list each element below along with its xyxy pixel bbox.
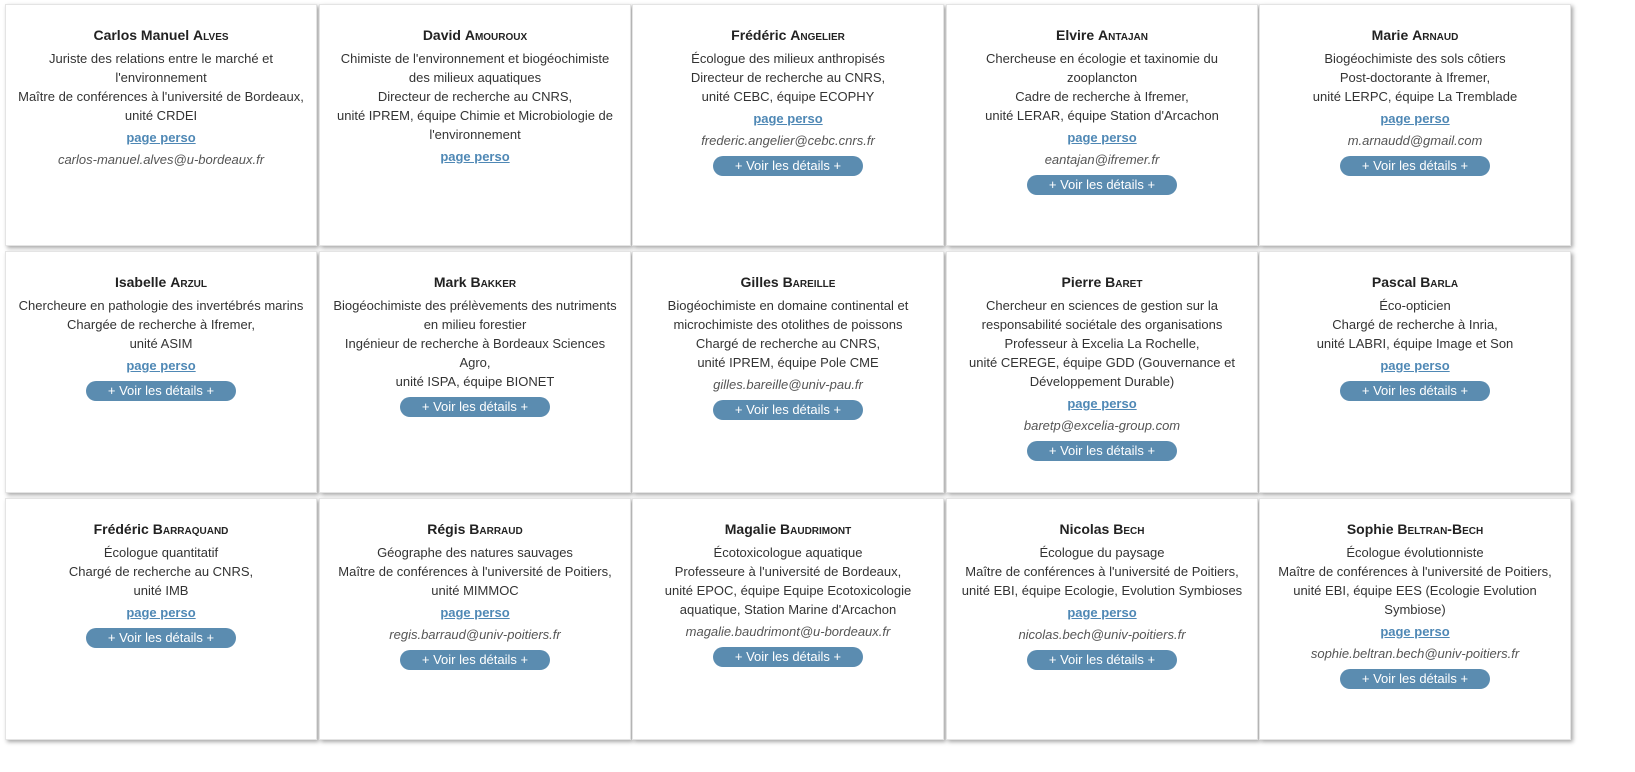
- description-line: unité CEBC, équipe ECOPHY: [701, 89, 875, 104]
- details-button[interactable]: + Voir les détails +: [713, 647, 863, 667]
- details-button[interactable]: + Voir les détails +: [1027, 441, 1177, 461]
- last-name: Arnaud: [1412, 27, 1459, 43]
- last-name: Bech: [1113, 521, 1145, 537]
- researcher-name: [947, 274, 1257, 291]
- email-address: m.arnaudd@gmail.com: [1347, 133, 1483, 148]
- page-perso-link[interactable]: page perso: [440, 149, 510, 164]
- last-name: Arzul: [170, 274, 208, 290]
- last-name: Beltran-Bech: [1397, 521, 1484, 537]
- researcher-description: [947, 296, 1257, 391]
- description-line: Chargée de recherche à Ifremer,: [67, 317, 255, 332]
- description-line: unité EBI, équipe EES (Ecologie Evolution: [1293, 583, 1537, 598]
- researcher-name: [947, 521, 1257, 538]
- first-name: Isabelle: [114, 274, 167, 290]
- researcher-card: [946, 498, 1258, 740]
- researcher-card: [632, 251, 944, 493]
- first-name: Mark: [433, 274, 467, 290]
- last-name: Angelier: [790, 27, 845, 43]
- researcher-name: [320, 27, 630, 44]
- last-name: Barla: [1420, 274, 1459, 290]
- email-address: gilles.bareille@univ-pau.fr: [713, 377, 863, 392]
- description-line: Symbiose): [1384, 602, 1446, 617]
- details-button[interactable]: + Voir les détails +: [713, 156, 863, 176]
- last-name: Alves: [193, 27, 229, 43]
- email-address: regis.barraud@univ-poitiers.fr: [389, 627, 561, 642]
- description-line: Biogéochimiste des sols côtiers: [1324, 51, 1506, 66]
- researcher-description: [6, 49, 316, 125]
- description-line: Biogéochimiste en domaine continental et: [667, 298, 909, 313]
- description-line: Chercheuse en écologie et taxinomie du: [986, 51, 1218, 66]
- researcher-card: [5, 251, 317, 493]
- details-button[interactable]: + Voir les détails +: [86, 628, 236, 648]
- description-line: Post-doctorante à Ifremer,: [1339, 70, 1491, 85]
- email-address: baretp@excelia-group.com: [1023, 418, 1181, 433]
- researcher-description: [1260, 296, 1570, 353]
- description-line: Maître de conférences à l'université de Poitiers,: [965, 564, 1239, 579]
- description-line: unité EBI, équipe Ecologie, Evolution Symbioses: [961, 583, 1243, 598]
- researcher-description: [633, 543, 943, 619]
- last-name: Barraquand: [152, 521, 229, 537]
- page-perso-link[interactable]: page perso: [126, 605, 196, 620]
- researcher-description: [320, 543, 630, 600]
- description-line: Écologue quantitatif: [103, 545, 219, 560]
- researcher-description: [947, 49, 1257, 125]
- first-name: Gilles: [740, 274, 779, 290]
- description-line: Écologue du paysage: [1039, 545, 1165, 560]
- researcher-description: [1260, 49, 1570, 106]
- researcher-description: [947, 543, 1257, 600]
- description-line: unité ISPA, équipe BIONET: [395, 374, 555, 389]
- researcher-card: [1259, 498, 1571, 740]
- details-button[interactable]: + Voir les détails +: [400, 650, 550, 670]
- description-line: Chimiste de l'environnement et biogéochimiste: [340, 51, 610, 66]
- description-line: l'environnement: [115, 70, 207, 85]
- description-line: unité IPREM, équipe Pole CME: [697, 355, 879, 370]
- description-line: unité LERAR, équipe Station d'Arcachon: [985, 108, 1219, 123]
- last-name: Barraud: [469, 521, 523, 537]
- researcher-name: [6, 274, 316, 291]
- description-line: zooplancton: [1066, 70, 1138, 85]
- email-address: frederic.angelier@cebc.cnrs.fr: [701, 133, 875, 148]
- email-address: eantajan@ifremer.fr: [1044, 152, 1160, 167]
- description-line: des milieux aquatiques: [408, 70, 542, 85]
- last-name: Bareille: [782, 274, 836, 290]
- page-perso-link[interactable]: page perso: [1067, 396, 1137, 411]
- last-name: Baudrimont: [780, 521, 852, 537]
- description-line: Directeur de recherche au CNRS,: [377, 89, 573, 104]
- first-name: Frédéric: [93, 521, 149, 537]
- researcher-name: [633, 27, 943, 44]
- details-button[interactable]: + Voir les détails +: [1027, 650, 1177, 670]
- description-line: Directeur de recherche au CNRS,: [690, 70, 886, 85]
- description-line: Écotoxicologue aquatique: [713, 545, 863, 560]
- researcher-card: [5, 4, 317, 246]
- description-line: unité LABRI, équipe Image et Son: [1316, 336, 1514, 351]
- details-button[interactable]: + Voir les détails +: [1340, 381, 1490, 401]
- page-perso-link[interactable]: page perso: [1067, 130, 1137, 145]
- description-line: Professeure à l'université de Bordeaux,: [674, 564, 902, 579]
- page-perso-link[interactable]: page perso: [753, 111, 823, 126]
- description-line: en milieu forestier: [423, 317, 527, 332]
- details-button[interactable]: + Voir les détails +: [713, 400, 863, 420]
- description-line: Chercheure en pathologie des invertébrés marins: [18, 298, 304, 313]
- researcher-description: [320, 296, 630, 391]
- first-name: Carlos Manuel: [93, 27, 190, 43]
- description-line: Chercheur en sciences de gestion sur la: [986, 298, 1218, 313]
- researcher-description: [633, 49, 943, 106]
- details-button[interactable]: + Voir les détails +: [1340, 156, 1490, 176]
- description-line: Maître de conférences à l'université de Bordeaux,: [18, 89, 304, 104]
- description-line: Juriste des relations entre le marché et: [49, 51, 273, 66]
- details-button[interactable]: + Voir les détails +: [86, 381, 236, 401]
- researcher-card: [319, 498, 631, 740]
- researcher-name: [1260, 274, 1570, 291]
- researcher-name: [320, 274, 630, 291]
- first-name: Sophie: [1346, 521, 1394, 537]
- description-line: l'environnement: [429, 127, 521, 142]
- page-perso-link[interactable]: page perso: [126, 358, 196, 373]
- description-line: Écologue des milieux anthropisés: [691, 51, 885, 66]
- researcher-card: [946, 251, 1258, 493]
- page-perso-link[interactable]: page perso: [1380, 111, 1450, 126]
- first-name: Nicolas: [1059, 521, 1110, 537]
- description-line: unité EPOC, équipe Equipe Ecotoxicologie: [664, 583, 912, 598]
- researcher-card: [1259, 4, 1571, 246]
- description-line: Biogéochimiste des prélèvements des nutriments: [333, 298, 617, 313]
- page-perso-link[interactable]: page perso: [1380, 624, 1450, 639]
- last-name: Bakker: [470, 274, 517, 290]
- first-name: Frédéric: [731, 27, 787, 43]
- details-button[interactable]: + Voir les détails +: [400, 397, 550, 417]
- details-button[interactable]: + Voir les détails +: [1027, 175, 1177, 195]
- description-line: unité IPREM, équipe Chimie et Microbiologie de: [336, 108, 614, 123]
- researcher-description: [320, 49, 630, 144]
- researcher-card: [5, 498, 317, 740]
- researcher-card: [946, 4, 1258, 246]
- description-line: Éco-opticien: [1379, 298, 1451, 313]
- description-line: Maître de conférences à l'université de Poitiers,: [338, 564, 612, 579]
- first-name: Magalie: [724, 521, 777, 537]
- researcher-name: [6, 521, 316, 538]
- last-name: Baret: [1105, 274, 1143, 290]
- description-line: Ingénieur de recherche à Bordeaux Sciences Agro,: [344, 336, 606, 370]
- description-line: unité MIMMOC: [431, 583, 519, 598]
- researcher-card: [319, 4, 631, 246]
- email-address: carlos-manuel.alves@u-bordeaux.fr: [57, 152, 265, 167]
- researcher-name: [633, 521, 943, 538]
- researcher-name: [947, 27, 1257, 44]
- researcher-description: [6, 543, 316, 600]
- description-line: Chargé de recherche à Inria,: [1332, 317, 1498, 332]
- first-name: Régis: [427, 521, 466, 537]
- first-name: David: [422, 27, 461, 43]
- email-address: magalie.baudrimont@u-bordeaux.fr: [685, 624, 891, 639]
- email-address: nicolas.bech@univ-poitiers.fr: [1018, 627, 1186, 642]
- description-line: Développement Durable): [1029, 374, 1175, 389]
- researcher-name: [320, 521, 630, 538]
- page-perso-link[interactable]: page perso: [1067, 605, 1137, 620]
- first-name: Marie: [1371, 27, 1409, 43]
- page-perso-link[interactable]: page perso: [126, 130, 196, 145]
- description-line: unité CEREGE, équipe GDD (Gouvernance et: [969, 355, 1235, 370]
- description-line: Cadre de recherche à Ifremer,: [1015, 89, 1189, 104]
- description-line: unité ASIM: [129, 336, 193, 351]
- last-name: Amouroux: [464, 27, 528, 43]
- researcher-card: [632, 4, 944, 246]
- researcher-name: [1260, 27, 1570, 44]
- description-line: microchimiste des otolithes de poissons: [673, 317, 903, 332]
- description-line: responsabilité sociétale des organisations: [981, 317, 1223, 332]
- description-line: unité CRDEI: [124, 108, 198, 123]
- first-name: Pierre: [1061, 274, 1102, 290]
- description-line: Maître de conférences à l'université de Poitiers,: [1278, 564, 1552, 579]
- description-line: Écologue évolutionniste: [1346, 545, 1484, 560]
- description-line: unité IMB: [133, 583, 189, 598]
- first-name: Elvire: [1056, 27, 1095, 43]
- description-line: Professeur à Excelia La Rochelle,: [1004, 336, 1200, 351]
- description-line: aquatique, Station Marine d'Arcachon: [679, 602, 897, 617]
- description-line: Géographe des natures sauvages: [377, 545, 573, 560]
- researcher-description: [6, 296, 316, 353]
- description-line: Chargé de recherche au CNRS,: [68, 564, 254, 579]
- researcher-description: [1260, 543, 1570, 619]
- researcher-description: [633, 296, 943, 372]
- description-line: unité LERPC, équipe La Tremblade: [1312, 89, 1518, 104]
- researcher-card: [632, 498, 944, 740]
- description-line: Chargé de recherche au CNRS,: [695, 336, 881, 351]
- details-button[interactable]: + Voir les détails +: [1340, 669, 1490, 689]
- first-name: Pascal: [1371, 274, 1417, 290]
- page-perso-link[interactable]: page perso: [440, 605, 510, 620]
- researcher-name: [6, 27, 316, 44]
- page-perso-link[interactable]: page perso: [1380, 358, 1450, 373]
- researcher-name: [1260, 521, 1570, 538]
- researcher-card: [1259, 251, 1571, 493]
- email-address: sophie.beltran.bech@univ-poitiers.fr: [1310, 646, 1520, 661]
- last-name: Antajan: [1098, 27, 1148, 43]
- researcher-name: [633, 274, 943, 291]
- researcher-card: [319, 251, 631, 493]
